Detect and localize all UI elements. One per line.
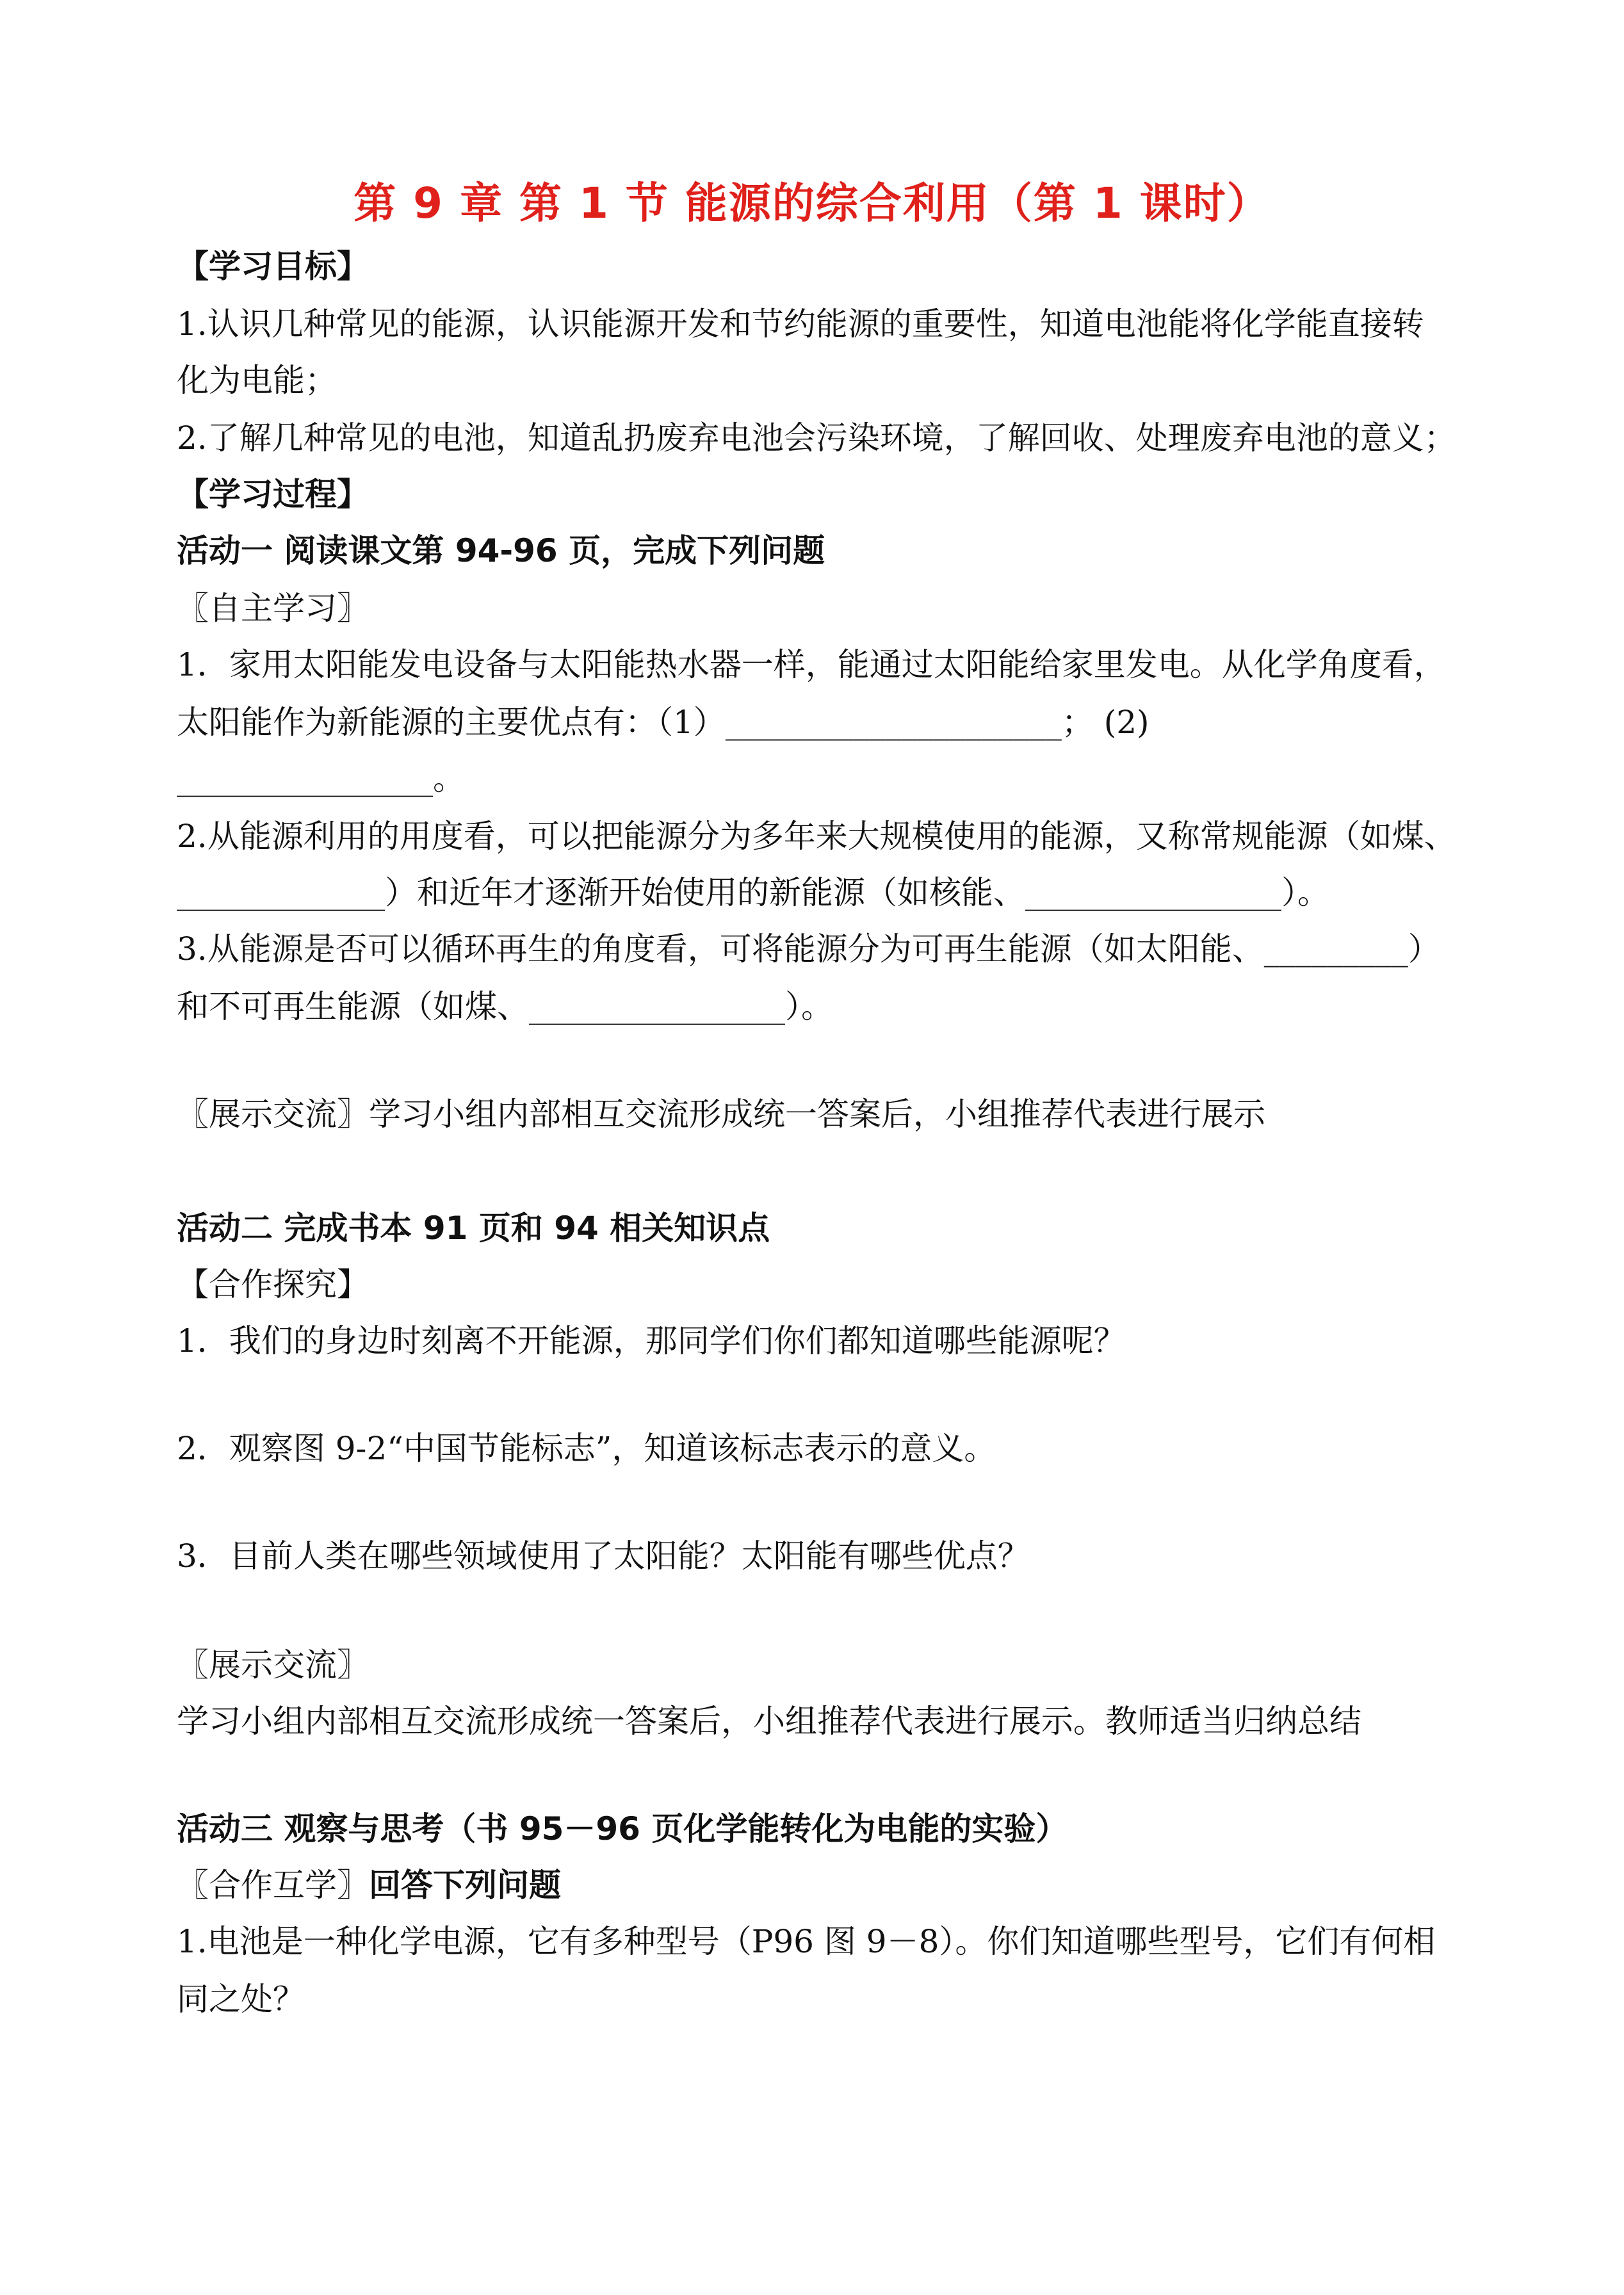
cooperative-inquiry-label: 【合作探究】 [177, 1266, 369, 1303]
q1-prompt: 太阳能作为新能源的主要优点有：（1） [177, 704, 726, 741]
answer-blank: ________________ [177, 760, 433, 797]
q3-line-2-prompt: 和不可再生能源（如煤、 [177, 988, 529, 1025]
activity-1-q1-line-2 [177, 698, 1464, 747]
q3-prompt: 3.从能源是否可以循环再生的角度看，可将能源分为可再生能源（如太阳能、 [177, 930, 1264, 968]
activity-3-q1-line-2: 同之处？ [177, 1981, 305, 2018]
activity-2-q3: 3．目前人类在哪些领域使用了太阳能？太阳能有哪些优点？ [177, 1537, 1030, 1575]
objective-1-line-2: 化为电能； [177, 362, 337, 399]
coop-study-label: 〖合作互学〗 [177, 1867, 369, 1904]
objective-2: 2.了解几种常见的电池，知道乱扔废弃电池会污染环境，了解回收、处理废弃电池的意义； [177, 419, 1456, 457]
q2-middle: ）和近年才逐渐开始使用的新能源（如核能、 [385, 874, 1025, 911]
activity-3-q1-line-1: 1.电池是一种化学电源，它有多种型号（P96 图 9－8）。你们知道哪些型号，它们有何相 [177, 1923, 1436, 1960]
answer-blank: _____________ [177, 874, 385, 911]
activity-1-q1-line-1: 1．家用太阳能发电设备与太阳能热水器一样，能通过太阳能给家里发电。从化学角度看， [177, 646, 1446, 683]
q1-end: 。 [433, 760, 465, 797]
answer-blank: _________ [1263, 930, 1408, 968]
answer-blank: ________________ [529, 988, 785, 1025]
q1-separator: ； (2) [1061, 704, 1149, 741]
activity-2-heading: 活动二 完成书本 91 页和 94 相关知识点 [177, 1210, 770, 1247]
process-heading: 【学习过程】 [177, 476, 369, 513]
objectives-heading: 【学习目标】 [177, 248, 369, 285]
activity-3-coop-line [177, 1861, 1464, 1910]
activity-2-display-heading: 〖展示交流〗 [177, 1646, 369, 1683]
activity-2-q1: 1．我们的身边时刻离不开能源，那同学们你们都知道哪些能源呢？ [177, 1322, 1126, 1359]
answer-blank: _____________________ [725, 704, 1062, 741]
activity-2-q2: 2．观察图 9-2“中国节能标志”，知道该标志表示的意义。 [177, 1430, 996, 1467]
activity-1-display: 〖展示交流〗学习小组内部相互交流形成统一答案后，小组推荐代表进行展示 [177, 1096, 1265, 1133]
activity-1-q3-line-2 [177, 982, 1464, 1031]
activity-2-display-text: 学习小组内部相互交流形成统一答案后，小组推荐代表进行展示。教师适当归纳总结 [177, 1703, 1361, 1740]
self-study-label: 〖自主学习〗 [177, 590, 369, 627]
answer-blank: ________________ [1025, 874, 1281, 911]
activity-1-q1-line-3 [177, 754, 1464, 803]
coop-study-text: 回答下列问题 [369, 1867, 561, 1904]
q3-line-1-end: ） [1408, 930, 1440, 968]
q3-line-2-end: ）。 [785, 988, 833, 1025]
objective-1-line-1: 1.认识几种常见的能源，认识能源开发和节约能源的重要性，知道电池能将化学能直接转 [177, 305, 1424, 343]
activity-1-q2-line-2 [177, 868, 1464, 917]
activity-1-q2-line-1: 2.从能源利用的用度看，可以把能源分为多年来大规模使用的能源，又称常规能源（如煤、 [177, 818, 1456, 855]
q2-end: ）。 [1281, 874, 1329, 911]
activity-3-heading: 活动三 观察与思考（书 95－96 页化学能转化为电能的实验） [177, 1810, 1068, 1847]
page-title: 第 9 章 第 1 节 能源的综合利用（第 1 课时） [353, 179, 1271, 228]
activity-1-q3-line-1 [177, 925, 1464, 973]
activity-1-heading: 活动一 阅读课文第 94-96 页，完成下列问题 [177, 532, 825, 569]
